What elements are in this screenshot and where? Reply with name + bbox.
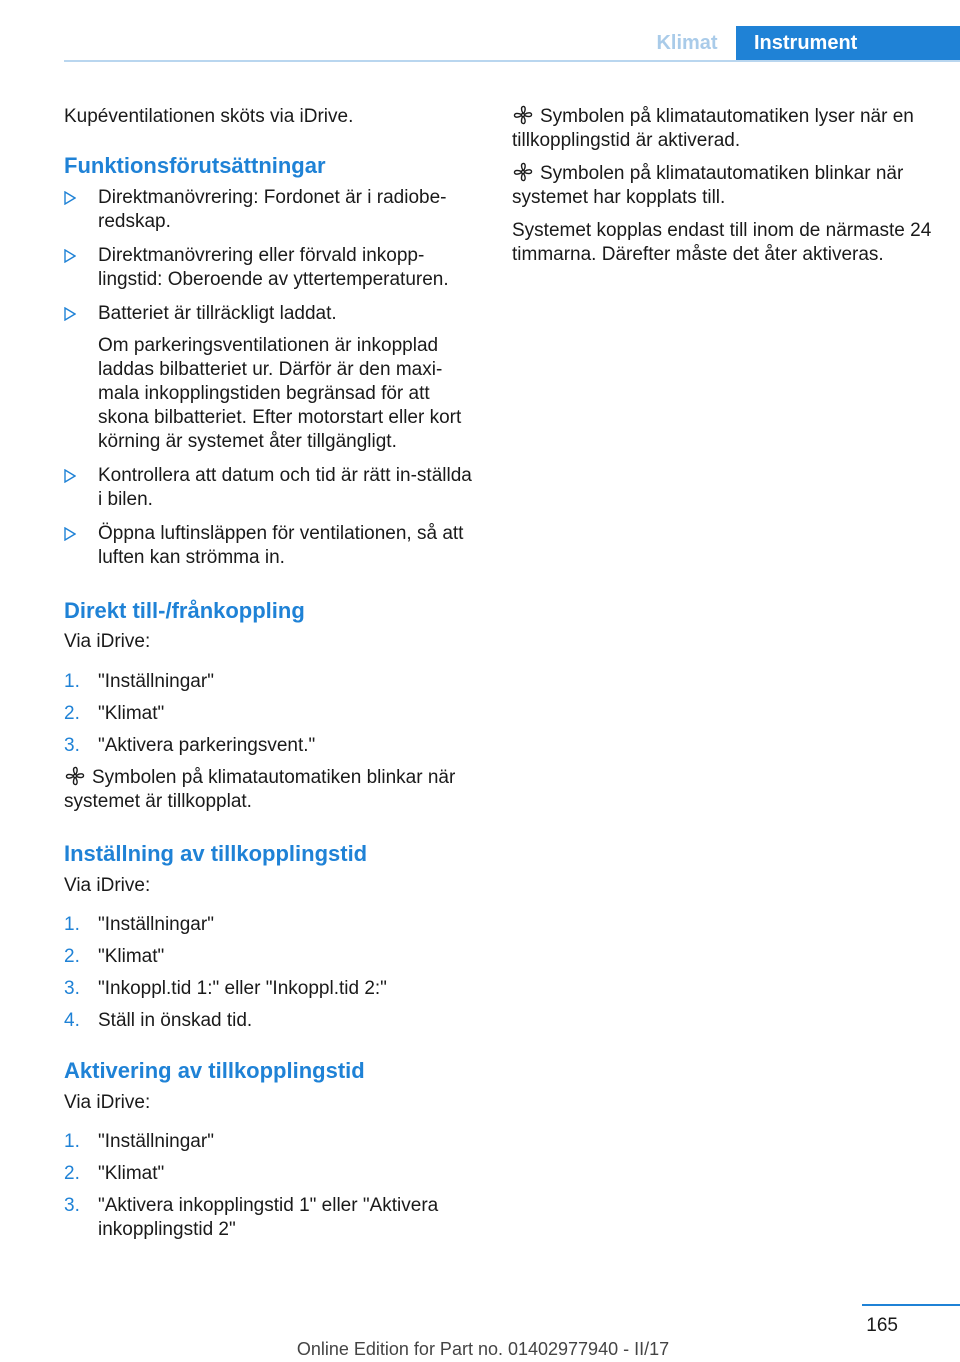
- triangle-right-outline-icon: [64, 524, 78, 542]
- page-header: [0, 0, 960, 62]
- via-idrive-label: Via iDrive:: [64, 631, 151, 652]
- fan-note-text: Symbolen på klimatautomatiken lyser när en tillkopplingstid är aktiverad.: [512, 106, 914, 151]
- list-item-text: "Inställningar": [98, 671, 214, 692]
- numbered-list-direkt: [64, 670, 480, 766]
- fan-note-activated: [64, 766, 480, 814]
- list-item: [64, 945, 480, 969]
- list-number: 1.: [64, 1131, 80, 1152]
- triangle-right-outline-icon: [64, 304, 78, 322]
- note-24-hours: Systemet kopplas endast till inom de närmaste 24 timmarna. Därefter måste det åter aktiveras.: [512, 220, 932, 265]
- list-item: [64, 302, 480, 326]
- numbered-list-installning: [64, 913, 480, 1041]
- list-item-text: "Aktivera inkopplingstid 1" eller "Aktivera inkopplingstid 2": [98, 1195, 439, 1240]
- requirements-list: [64, 186, 480, 580]
- list-item-text: Kontrollera att datum och tid är rätt in-ställda i bilen.: [98, 465, 472, 510]
- list-item: [64, 1009, 480, 1033]
- list-item-text: "Aktivera parkeringsvent.": [98, 735, 316, 756]
- triangle-right-outline-icon: [64, 246, 78, 264]
- fan-note-text: Symbolen på klimatautomatiken blinkar när systemet har kopplats till.: [512, 163, 904, 208]
- list-number: 1.: [64, 914, 80, 935]
- triangle-right-outline-icon: [64, 466, 78, 484]
- list-item-text: "Klimat": [98, 946, 165, 967]
- fan-note-blink: [512, 162, 942, 210]
- list-item-text: Batteriet är tillräckligt laddat.: [98, 303, 337, 324]
- list-number: 3.: [64, 735, 80, 756]
- list-item-text: Direktmanövrering eller förvald inkopp-lingstid: Oberoende av yttertemperaturen.: [98, 245, 449, 290]
- heading-installning-tillkopplingstid: Inställning av tillkopplingstid: [64, 841, 368, 866]
- list-number: 3.: [64, 1195, 80, 1216]
- via-idrive-label: Via iDrive:: [64, 1092, 151, 1113]
- heading-funktionsforutsattningar: Funktionsförutsättningar: [64, 153, 326, 178]
- list-item: [64, 1130, 480, 1154]
- intro-text: Kupéventilationen sköts via iDrive.: [64, 106, 354, 127]
- list-item: [64, 670, 480, 694]
- list-item: [64, 522, 480, 570]
- list-item-text: "Inkoppl.tid 1:" eller "Inkoppl.tid 2:": [98, 978, 387, 999]
- via-idrive-label: Via iDrive:: [64, 875, 151, 896]
- list-number: 4.: [64, 1010, 80, 1031]
- page-number: 165: [866, 1315, 898, 1336]
- battery-note: Om parkeringsventilationen är inkopplad laddas bilbatteriet ur. Därför är den maxi-mala inkopplingstiden begränsad för att skona bilbatteriet. Efter motorstart eller kort körning är systemet åter tillgängligt.: [98, 335, 462, 452]
- heading-aktivering-tillkopplingstid: Aktivering av tillkopplingstid: [64, 1058, 365, 1083]
- list-item: [64, 1162, 480, 1186]
- list-item-text: "Inställningar": [98, 1131, 214, 1152]
- list-item-text: Ställ in önskad tid.: [98, 1010, 253, 1031]
- list-item: [64, 977, 480, 1001]
- fan-icon: [64, 766, 86, 786]
- list-item: [64, 702, 480, 726]
- header-rule: [64, 60, 960, 62]
- list-item-text: "Klimat": [98, 703, 165, 724]
- tab-klimat[interactable]: Klimat: [656, 32, 718, 54]
- fan-note-lit: [512, 105, 942, 153]
- list-number: 2.: [64, 1163, 80, 1184]
- edition-footer: Online Edition for Part no. 01402977940 - II/17: [296, 1339, 670, 1359]
- fan-icon: [512, 162, 534, 182]
- list-item: [64, 1194, 480, 1242]
- list-item: [64, 464, 480, 512]
- list-number: 1.: [64, 671, 80, 692]
- heading-direkt-koppling: Direkt till-/frånkoppling: [64, 598, 305, 623]
- fan-icon: [512, 105, 534, 125]
- list-item: [64, 186, 480, 234]
- tab-instrument[interactable]: Instrument: [736, 26, 960, 62]
- list-item-text: Öppna luftinsläppen för ventilationen, så att luften kan strömma in.: [98, 523, 464, 568]
- fan-note-text: Symbolen på klimatautomatiken blinkar när systemet är tillkopplat.: [64, 767, 456, 812]
- numbered-list-aktivering: [64, 1130, 480, 1250]
- list-number: 2.: [64, 703, 80, 724]
- list-item: [64, 734, 480, 758]
- list-item-text: Direktmanövrering: Fordonet är i radiobe-redskap.: [98, 187, 447, 232]
- list-item: [64, 244, 480, 292]
- footer-rule: [862, 1304, 960, 1306]
- list-number: 2.: [64, 946, 80, 967]
- list-item-text: "Klimat": [98, 1163, 165, 1184]
- list-number: 3.: [64, 978, 80, 999]
- list-item-text: "Inställningar": [98, 914, 214, 935]
- triangle-right-outline-icon: [64, 188, 78, 206]
- list-item: [64, 913, 480, 937]
